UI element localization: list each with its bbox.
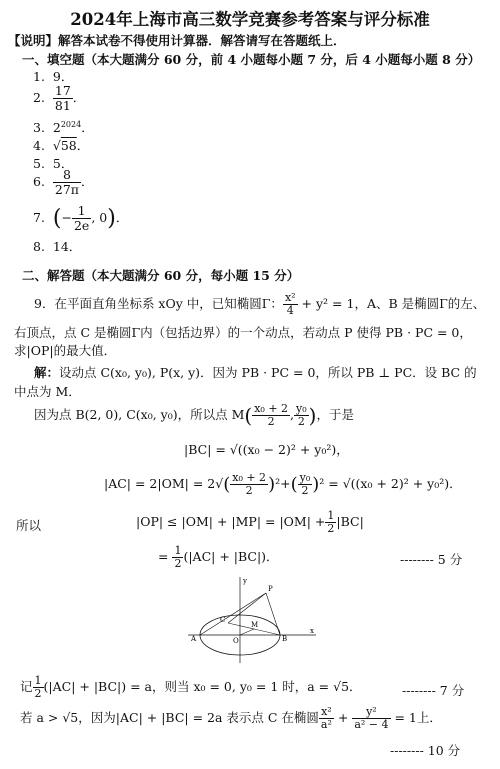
answer-4: 4. √58． [33,138,90,153]
q9-ellipse-frac: $\frac{\text{x²}}{4}$ [284,291,296,318]
op-line2: = $\frac{1}{2}$ (|AC| + |BC|)． [158,544,279,571]
label-x: x [310,627,314,635]
instructions [8,31,346,49]
answer-6-fraction: $\frac{8}{27\pi}$ [54,167,80,197]
answer-8: 8. 14． [33,239,82,254]
answer-3: 3. $2^{2024}$． [33,119,94,135]
op-line1: |OP| ≤ |OM| + |MP| = |OM| + $\frac{1}{2}$ |BC| [136,509,364,536]
label-b: B [282,635,288,643]
solution-line3: 因为点 B(2, 0), C(x₀, y₀)，所以点 M( $\frac{\text{x₀ + 2}}{2}$ , $\frac{\text{y₀}}{2}$ )，于是 [34,402,354,429]
segment-pb [266,593,280,635]
page-title: 2024年上海市高三数学竞赛参考答案与评分标准 [70,10,430,29]
score-7: -------- 7 分 [402,683,465,698]
label-a: A [191,635,197,643]
bc-formula: |BC| = √((x₀ − 2)² + y₀²)， [184,442,349,457]
segment-om [240,629,254,635]
score-10: -------- 10 分 [390,743,461,758]
answer-7-fraction: $\frac{1}{2e}$ [73,203,90,233]
label-y: y [243,577,247,585]
answer-2: 2. $\frac{17}{81}$ ． [33,83,86,113]
instructions-label: 【说明】 [8,33,59,48]
segment-cp [228,593,266,623]
q9-line3: 求|OP|的最大值． [14,343,117,358]
answer-7: 7. (− $\frac{1}{2e}$ , 0)． [33,203,129,233]
solution-line2: 中点为 M． [14,384,81,399]
label-m: M [251,621,259,629]
label-p: P [268,585,273,593]
answer-5: 5. 5． [33,156,74,171]
label-c: C [220,616,226,624]
section2-heading: 二、解答题（本大题满分 60 分，每小题 15 分） [22,268,300,283]
answer-2-fraction: $\frac{17}{81}$ [54,83,71,113]
score-5: -------- 5 分 [400,552,463,567]
section1-heading: 一、填空题（本大题满分 60 分，前 4 小题每小题 7 分，后 4 小题每小题 8 分） [22,52,481,67]
answer-1: 1. 9． [33,69,74,84]
final-line: 若 a > √5，因为|AC| + |BC| = 2a 表示点 C 在椭圆 $\frac{\text{x²}}{\text{a²}}$ + $\frac{\text{y²}}{\text{a² − 4}}$ = 1上． [20,705,442,732]
ellipse-figure [188,575,318,665]
q9-line2: 右顶点，点 C 是椭圆Γ内（包括边界）的一个动点，若动点 P 使得 PB · PC = 0， [14,325,472,340]
define-a-line: 记 $\frac{1}{2}$ (|AC| + |BC|) = a，则当 x₀ = 0, y₀ = 1 时，a = √5． [20,674,362,701]
answer-6: 6. $\frac{8}{27\pi}$ ． [33,167,94,197]
label-o: O [233,637,239,645]
solution-line1: 解：设动点 C(x₀, y₀), P(x, y)．因为 PB · PC = 0，所以 PB ⊥ PC．设 BC 的 [34,365,477,380]
so-label: 所以 [16,518,42,533]
instructions-text: 解答本试卷不得使用计算器．解答请写在答题纸上． [58,33,346,48]
q9-line1: 9．在平面直角坐标系 xOy 中，已知椭圆Γ： $\frac{\text{x²}}{4}$ + y² = 1，A、B 是椭圆Γ的左、 [34,291,486,318]
ac-formula: |AC| = 2|OM| = 2√( $\frac{\text{x₀ + 2}}{2}$ )²+( $\frac{\text{y₀}}{2}$ )² = √((x₀ + 2)² + y₀²)． [104,471,462,498]
